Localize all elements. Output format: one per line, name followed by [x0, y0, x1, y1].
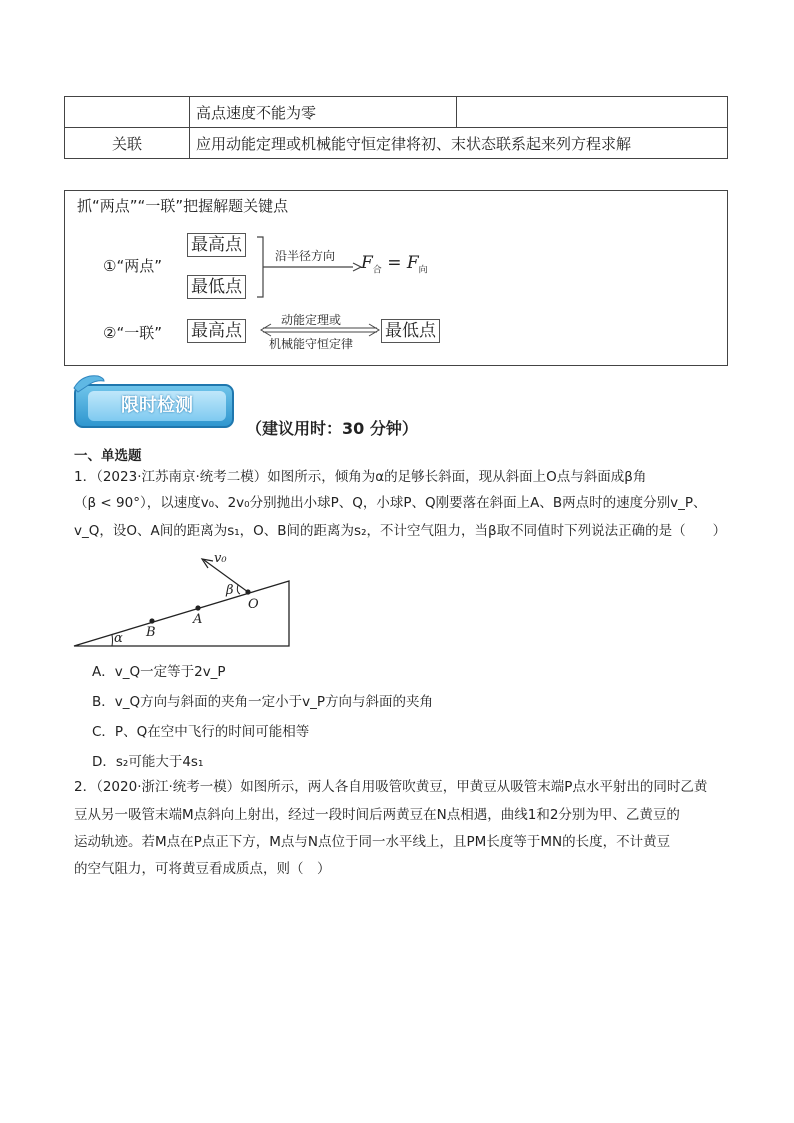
section-title: 一、单选题 [74, 448, 142, 464]
table-cell: 关联 [65, 128, 190, 159]
formula-sub-net: 合 [372, 265, 382, 276]
one-link-label: ②“一联” [103, 324, 162, 342]
figure-label-beta: β [226, 583, 234, 598]
formula-f-net: F [361, 253, 373, 273]
link-bottom-label: 机械能守恒定律 [269, 337, 354, 351]
table-cell: 应用动能定理或机械能守恒定律将初、末状态联系起来列方程求解 [190, 128, 728, 159]
link-from-box: 最高点 [187, 319, 246, 343]
time-hint: （建议用时：30 分钟） [246, 419, 418, 438]
question-2-line: 的空气阻力，可将黄豆看成质点，则（ ） [74, 861, 331, 877]
question-1-line: （β < 90°），以速度v₀、2v₀分别抛出小球P、Q，小球P、Q刚要落在斜面上A、B两点时的速度分别v_P、 [74, 495, 707, 511]
figure-label-o: O [248, 597, 259, 612]
formula-f-centripetal: F [406, 253, 419, 273]
link-to-box: 最低点 [381, 319, 440, 343]
force-formula [361, 253, 428, 275]
table-row [65, 97, 728, 128]
figure-label-v0: v₀ [214, 551, 227, 566]
formula-sub-centripetal: 向 [418, 265, 428, 276]
option-b[interactable]: B．v_Q方向与斜面的夹角一定小于v_P方向与斜面的夹角 [92, 694, 434, 710]
formula-equals: = [387, 253, 402, 273]
figure-label-alpha: α [114, 631, 123, 646]
table-cell [65, 97, 190, 128]
option-c[interactable]: C．P、Q在空中飞行的时间可能相等 [92, 724, 310, 740]
question-2-line: 2．（2020·浙江·统考一模）如图所示，两人各自用吸管吹黄豆，甲黄豆从吸管末端P点水平射出的同时乙黄 [74, 779, 708, 795]
table-cell [457, 97, 728, 128]
dolphin-icon [72, 372, 106, 394]
summary-table [64, 96, 728, 159]
quiz-badge-label: 限时检测 [88, 391, 226, 421]
lowest-point-box: 最低点 [187, 275, 246, 299]
question-1-line: 1．（2023·江苏南京·统考二模）如图所示，倾角为α的足够长斜面，现从斜面上O点与斜面成β角 [74, 469, 647, 485]
table-cell: 高点速度不能为零 [190, 97, 457, 128]
two-points-label: ①“两点” [103, 257, 162, 275]
question-2-line: 运动轨迹。若M点在P点正下方，M点与N点位于同一水平线上，且PM长度等于MN的长度，不计黄豆 [74, 834, 671, 850]
key-points-box [64, 190, 728, 366]
option-a[interactable]: A．v_Q一定等于2v_P [92, 664, 226, 680]
figure-label-a: A [193, 612, 203, 627]
question-1-line: v_Q，设O、A间的距离为s₁，O、B间的距离为s₂，不计空气阻力，当β取不同值时下列说法正确的是（ ） [74, 523, 727, 539]
highest-point-box: 最高点 [187, 233, 246, 257]
figure-label-b: B [146, 625, 156, 640]
link-top-label: 动能定理或 [281, 313, 342, 327]
box-title: 抓“两点”“一联”把握解题关键点 [77, 197, 289, 215]
option-d[interactable]: D．s₂可能大于4s₁ [92, 754, 204, 770]
question-2-line: 豆从另一吸管末端M点斜向上射出，经过一段时间后两黄豆在N点相遇，曲线1和2分别为甲、乙黄豆的 [74, 807, 680, 823]
table-row [65, 128, 728, 159]
radius-direction-label: 沿半径方向 [275, 249, 336, 263]
incline-figure [68, 548, 298, 652]
